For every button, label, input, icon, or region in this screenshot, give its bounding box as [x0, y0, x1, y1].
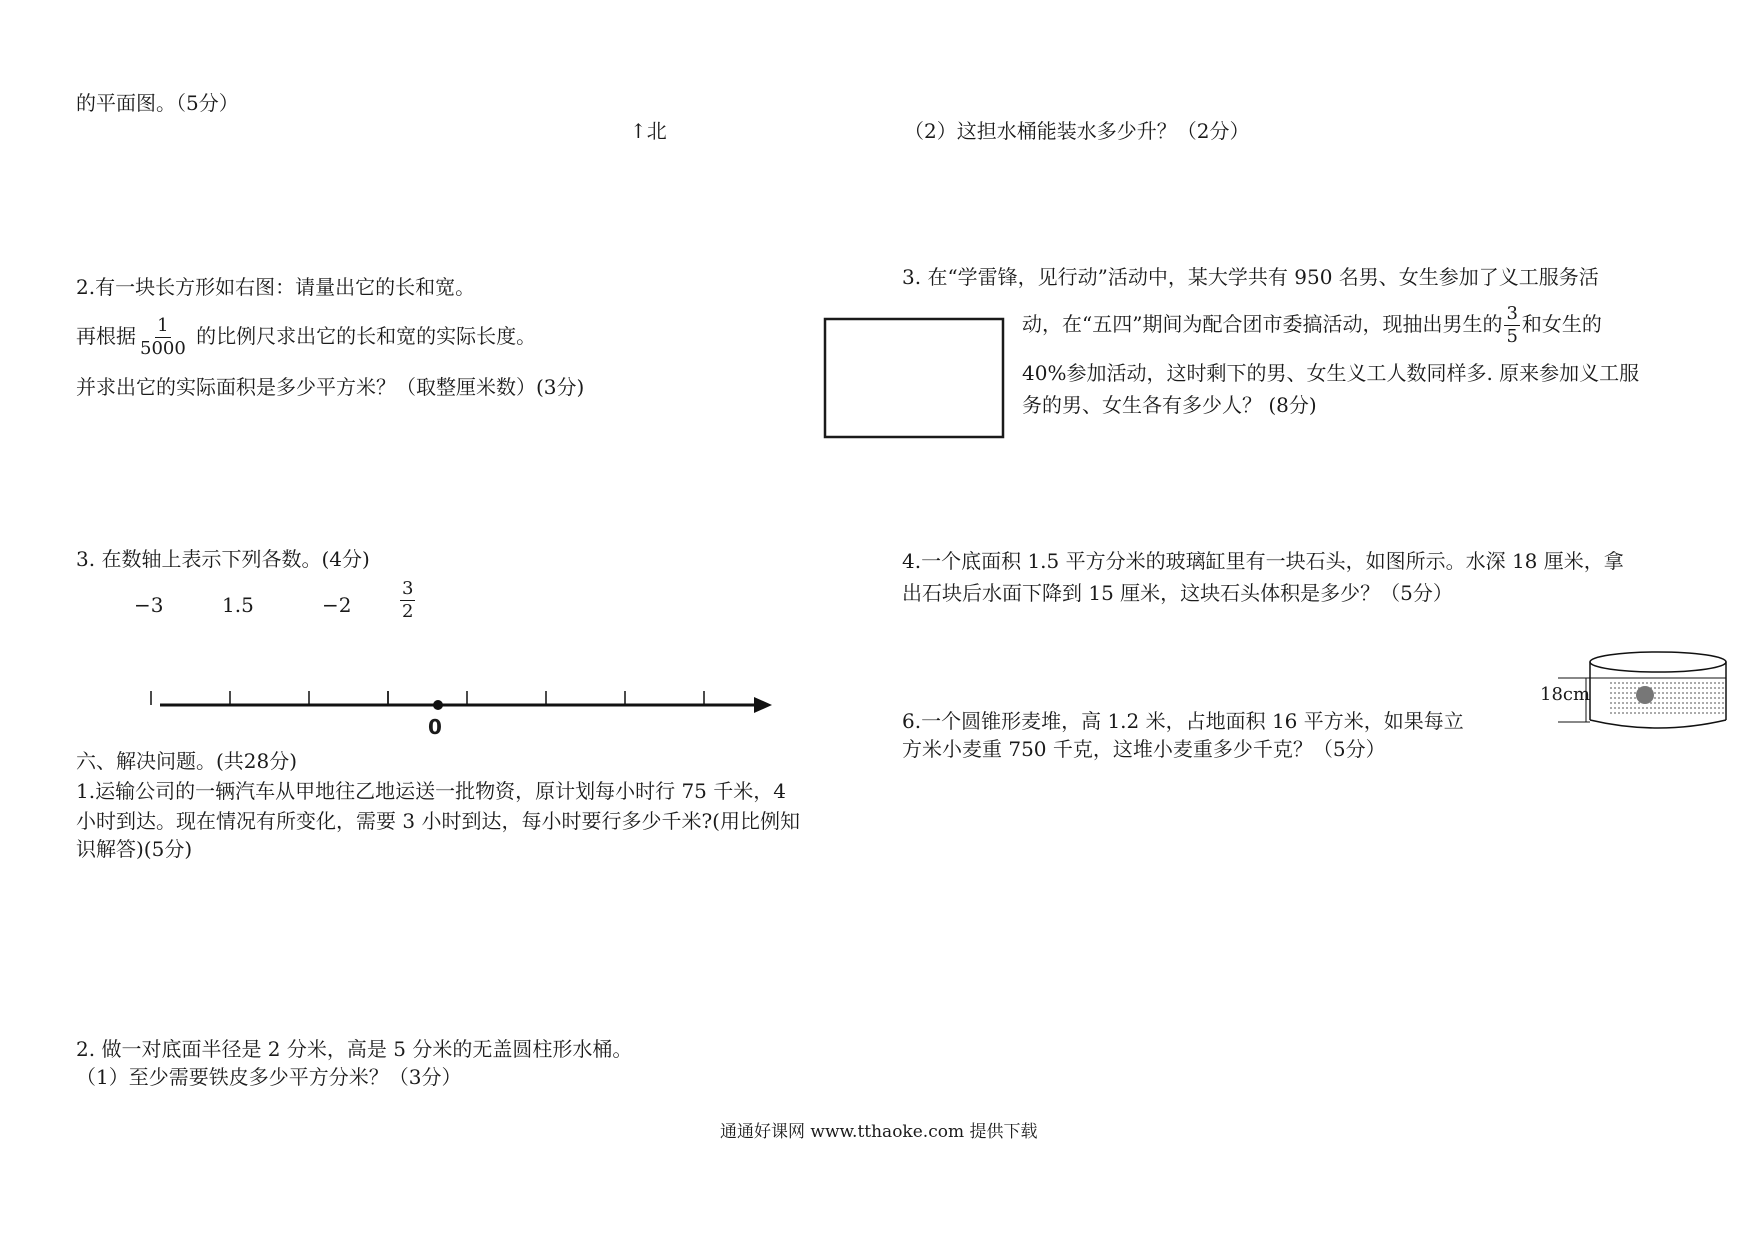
r-q6-line1: 6.一个圆锥形麦堆，高 1.2 米，占地面积 16 平方米，如果每立	[902, 709, 1464, 733]
r-q3-line4: 务的男、女生各有多少人？ (8分)	[1022, 393, 1317, 417]
footer-credit: 通通好课网 www.tthaoke.com 提供下载	[720, 1122, 1038, 1142]
s6-q1-line1: 1.运输公司的一辆汽车从甲地往乙地运送一批物资，原计划每小时行 75 千米，4	[76, 779, 786, 803]
number-item-3: −2	[322, 593, 352, 617]
r-q6-line2: 方米小麦重 750 千克，这堆小麦重多少千克？（5分）	[902, 737, 1386, 761]
r-q3-line2-pre: 动，在“五四”期间为配合团市委搞活动，现抽出男生的	[1022, 312, 1503, 336]
r-q2-part2: （2）这担水桶能装水多少升？（2分）	[904, 119, 1250, 143]
number-item-2: 1.5	[222, 593, 254, 617]
glass-tank-figure	[1588, 650, 1728, 732]
r-q4-line1: 4.一个底面积 1.5 平方分米的玻璃缸里有一块石头，如图所示。水深 18 厘米，拿	[902, 549, 1624, 573]
number-item-fraction	[398, 578, 417, 623]
s6-q2-line1: 2. 做一对底面半径是 2 分米，高是 5 分米的无盖圆柱形水桶。	[76, 1037, 633, 1061]
three-fifths-num: 3	[1506, 303, 1518, 324]
q1-tail-text: 的平面图。（5分）	[76, 91, 239, 115]
scale-fraction-den: 5000	[140, 338, 186, 359]
section6-title: 六、解决问题。(共28分)	[76, 749, 298, 773]
number-line	[150, 680, 780, 740]
stone-icon	[1636, 686, 1654, 704]
rectangle-figure	[824, 318, 1004, 440]
north-label: 北	[646, 119, 667, 143]
scale-fraction	[138, 315, 188, 360]
three-halves-num: 3	[402, 578, 414, 599]
tank-depth-label: 18cm	[1540, 684, 1591, 705]
r-q3-line2	[1022, 302, 1602, 348]
r-q3-line1: 3. 在“学雷锋，见行动”活动中，某大学共有 950 名男、女生参加了义工服务活	[902, 265, 1599, 289]
three-fifths-den: 5	[1506, 326, 1518, 347]
number-item-1: −3	[134, 593, 164, 617]
north-arrow-icon: ↑	[630, 119, 647, 143]
three-fifths-fraction	[1504, 303, 1519, 348]
north-indicator	[630, 116, 667, 146]
q2-line1: 2.有一块长方形如右图：请量出它的长和宽。	[76, 275, 476, 299]
s6-q1-line3: 识解答)(5分)	[76, 837, 193, 861]
q2-line2	[76, 314, 536, 360]
r-q3-line3: 40%参加活动，这时剩下的男、女生义工人数同样多. 原来参加义工服	[1022, 361, 1640, 385]
number-line-ticks	[151, 691, 704, 705]
s6-q2-line2: （1）至少需要铁皮多少平方分米？（3分）	[76, 1065, 462, 1089]
q2-line2-post: 的比例尺求出它的长和宽的实际长度。	[196, 324, 537, 348]
number-line-zero-label: 0	[428, 715, 442, 739]
r-q3-line2-post: 和女生的	[1521, 312, 1602, 336]
three-halves-den: 2	[402, 601, 414, 622]
scale-fraction-num: 1	[157, 315, 169, 336]
q2-line3: 并求出它的实际面积是多少平方米？（取整厘米数）(3分)	[76, 375, 585, 399]
r-q4-line2: 出石块后水面下降到 15 厘米，这块石头体积是多少？（5分）	[902, 581, 1453, 605]
s6-q1-line2: 小时到达。现在情况有所变化，需要 3 小时到达，每小时要行多少千米?(用比例知	[76, 809, 800, 833]
number-line-arrow-icon	[754, 697, 772, 713]
q2-line2-pre: 再根据	[76, 324, 136, 348]
q3-title: 3. 在数轴上表示下列各数。(4分)	[76, 547, 370, 571]
number-line-origin-dot	[433, 700, 443, 710]
three-halves-fraction	[400, 578, 415, 623]
